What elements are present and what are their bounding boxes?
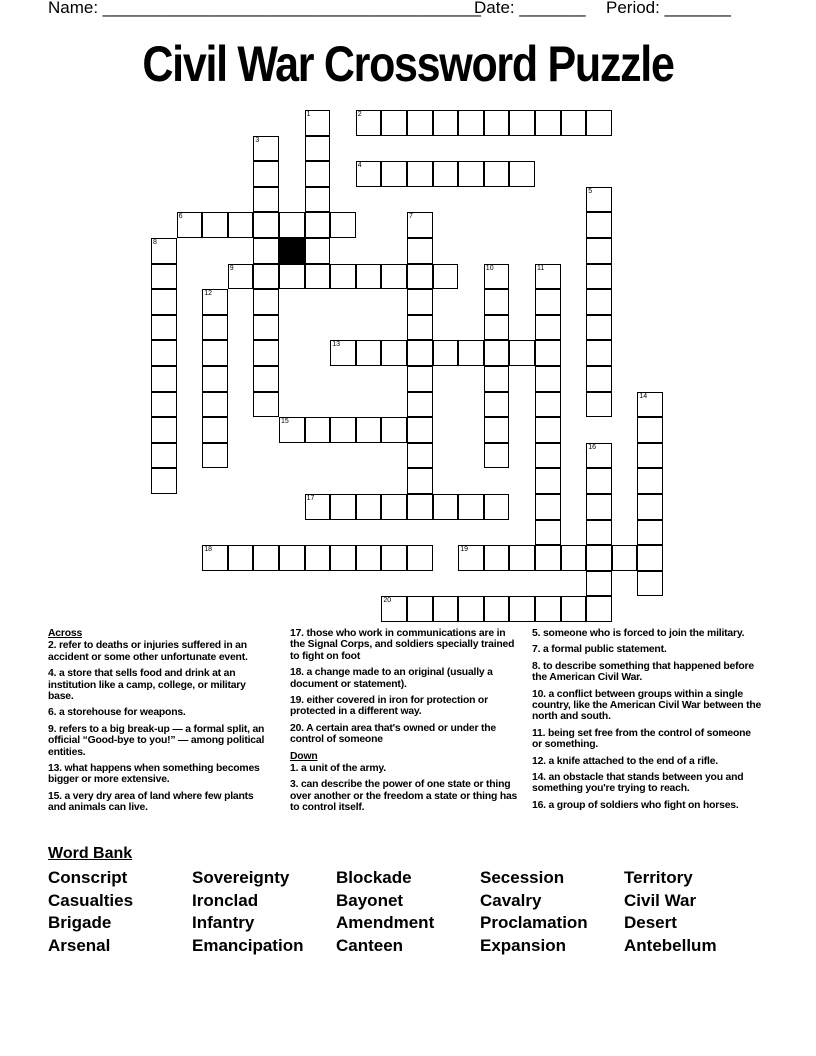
- crossword-cell[interactable]: [535, 392, 561, 418]
- crossword-cell[interactable]: [407, 315, 433, 341]
- crossword-cell[interactable]: [586, 571, 612, 597]
- clue-text: A certain area that's owned or under the control of someone: [290, 722, 496, 746]
- clue-item: [290, 695, 518, 718]
- crossword-cell[interactable]: [407, 340, 433, 366]
- crossword-cell[interactable]: [484, 494, 510, 520]
- crossword-cell[interactable]: [586, 545, 612, 571]
- crossword-cell[interactable]: [433, 110, 459, 136]
- crossword-cell[interactable]: [535, 366, 561, 392]
- crossword-cell[interactable]: [535, 468, 561, 494]
- clue-number: 9.: [48, 723, 57, 735]
- clues-column-1: [48, 628, 273, 819]
- crossword-cell[interactable]: [458, 545, 484, 571]
- clue-number: 8.: [532, 660, 541, 672]
- crossword-cell[interactable]: [407, 545, 433, 571]
- crossword-cell[interactable]: [381, 110, 407, 136]
- clue-item: [48, 791, 273, 814]
- word-bank-word: Cavalry: [480, 890, 542, 910]
- crossword-cell[interactable]: [637, 494, 663, 520]
- crossword-cell[interactable]: [407, 392, 433, 418]
- clue-number: 1: [306, 111, 311, 118]
- clue-text: to describe something that happened before the American Civil War.: [532, 660, 754, 684]
- word-bank-word: Expansion: [480, 936, 566, 956]
- crossword-cell[interactable]: [381, 340, 407, 366]
- clue-number: 4: [357, 162, 362, 170]
- crossword-cell[interactable]: [202, 545, 228, 571]
- crossword-cell[interactable]: [637, 571, 663, 597]
- crossword-cell[interactable]: [305, 417, 331, 443]
- crossword-cell[interactable]: [202, 366, 228, 392]
- clue-item: [48, 763, 273, 786]
- clue-number: 16.: [532, 799, 546, 811]
- crossword-cell[interactable]: [151, 238, 177, 264]
- crossword-cell[interactable]: [586, 187, 612, 213]
- crossword-cell[interactable]: [202, 392, 228, 418]
- clue-number: 2.: [48, 640, 57, 652]
- clue-text: being set free from the control of someone or something.: [532, 727, 751, 751]
- clue-item: [48, 668, 273, 702]
- clue-number: 9: [229, 264, 234, 272]
- crossword-cell[interactable]: [202, 289, 228, 315]
- crossword-cell[interactable]: [151, 315, 177, 341]
- crossword-cell[interactable]: [509, 596, 535, 622]
- crossword-cell[interactable]: [356, 110, 382, 136]
- crossword-cell[interactable]: [458, 340, 484, 366]
- crossword-cell[interactable]: [586, 392, 612, 418]
- crossword-cell[interactable]: [561, 545, 587, 571]
- crossword-cell[interactable]: [381, 161, 407, 187]
- word-bank-word: Infantry: [192, 913, 255, 933]
- crossword-cell[interactable]: [253, 392, 279, 418]
- crossword-cell[interactable]: [637, 468, 663, 494]
- crossword-cell[interactable]: [535, 520, 561, 546]
- crossword-cell[interactable]: [484, 315, 510, 341]
- word-bank-title: Word Bank: [48, 845, 133, 862]
- crossword-cell[interactable]: [151, 392, 177, 418]
- crossword-cell[interactable]: [637, 545, 663, 571]
- crossword-cell[interactable]: [330, 340, 356, 366]
- page-title: Civil War Crossword Puzzle: [142, 36, 674, 92]
- word-bank-column: [624, 867, 717, 958]
- crossword-cell[interactable]: [253, 212, 279, 238]
- crossword-cell[interactable]: [637, 392, 663, 418]
- crossword-cell[interactable]: [202, 417, 228, 443]
- down-heading: Down: [290, 750, 318, 762]
- crossword-cell[interactable]: [305, 212, 331, 238]
- clue-text: a conflict between groups within a single country, like the American Civil War between the north and south.: [532, 688, 762, 723]
- crossword-cell[interactable]: [279, 545, 305, 571]
- crossword-cell[interactable]: [433, 596, 459, 622]
- word-bank-word: Desert: [624, 913, 677, 933]
- crossword-cell[interactable]: [407, 468, 433, 494]
- crossword-cell[interactable]: [305, 494, 331, 520]
- clue-item: [290, 779, 518, 813]
- clue-text: refer to deaths or injuries suffered in an accident or some other unfortunate event.: [48, 640, 248, 663]
- crossword-cell[interactable]: [458, 161, 484, 187]
- clue-item: [532, 800, 762, 811]
- crossword-cell[interactable]: [509, 545, 535, 571]
- across-clue-list-1: [48, 640, 273, 813]
- crossword-cell[interactable]: [586, 520, 612, 546]
- clue-number: 15: [281, 418, 289, 426]
- clue-number: 7: [409, 213, 413, 221]
- clue-item: [532, 772, 762, 795]
- clue-text: a very dry area of land where few plants and animals can live.: [48, 790, 254, 814]
- crossword-cell[interactable]: [535, 545, 561, 571]
- crossword-cell[interactable]: [151, 468, 177, 494]
- crossword-cell[interactable]: [407, 596, 433, 622]
- clue-number: 15.: [48, 790, 62, 802]
- crossword-cell[interactable]: [535, 315, 561, 341]
- clue-number: 16: [588, 443, 596, 451]
- crossword-cell[interactable]: [279, 264, 305, 290]
- clue-text: a formal public statement.: [540, 644, 667, 656]
- clue-item: [532, 756, 762, 767]
- clue-number: 5.: [532, 628, 541, 639]
- crossword-cell[interactable]: [586, 212, 612, 238]
- word-bank-column: [192, 867, 303, 958]
- crossword-cell[interactable]: [509, 110, 535, 136]
- crossword-cell[interactable]: [228, 264, 254, 290]
- crossword-cell[interactable]: [253, 161, 279, 187]
- clue-number: 12: [204, 290, 212, 298]
- clue-item: [532, 689, 762, 723]
- crossword-cell[interactable]: [228, 212, 254, 238]
- clue-text: those who work in communications are in the Signal Corps, and soldiers specially trained to fight on foot: [290, 628, 515, 662]
- crossword-cell[interactable]: [484, 289, 510, 315]
- crossword-cell[interactable]: [253, 136, 279, 162]
- crossword-cell[interactable]: [151, 366, 177, 392]
- crossword-cell[interactable]: [586, 315, 612, 341]
- crossword-cell[interactable]: [381, 494, 407, 520]
- clue-text: refers to a big break-up — a formal split, an official “Good-bye to you!” — among political entities.: [48, 723, 265, 758]
- crossword-cell[interactable]: [535, 340, 561, 366]
- clue-text: either covered in iron for protection or protected in a different way.: [290, 695, 488, 718]
- crossword-cell[interactable]: [433, 264, 459, 290]
- clues-column-3: [532, 628, 762, 816]
- clue-number: 20: [383, 597, 392, 605]
- crossword-cell[interactable]: [586, 443, 612, 469]
- crossword-cell[interactable]: [151, 340, 177, 366]
- crossword-cell[interactable]: [484, 264, 510, 290]
- crossword-cell[interactable]: [407, 212, 433, 238]
- clue-item: [290, 667, 518, 690]
- crossword-cell[interactable]: [433, 340, 459, 366]
- clue-text: a group of soldiers who fight on horses.: [545, 799, 739, 811]
- clues-column-2: [290, 628, 518, 819]
- word-bank-column: [48, 867, 133, 958]
- word-bank-word: Territory: [624, 868, 693, 887]
- crossword-cell[interactable]: [484, 161, 510, 187]
- word-bank-word: Brigade: [48, 913, 112, 933]
- crossword-cell[interactable]: [356, 264, 382, 290]
- down-clue-list-1: [290, 763, 518, 814]
- clue-item: [290, 628, 518, 662]
- crossword-cell[interactable]: [484, 443, 510, 469]
- crossword-cell[interactable]: [356, 545, 382, 571]
- crossword-cell[interactable]: [458, 596, 484, 622]
- crossword-cell[interactable]: [407, 443, 433, 469]
- crossword-cell[interactable]: [381, 417, 407, 443]
- clue-number: 12.: [532, 755, 546, 767]
- crossword-cell[interactable]: [279, 417, 305, 443]
- crossword-cell[interactable]: [151, 264, 177, 290]
- crossword-cell[interactable]: [305, 545, 331, 571]
- crossword-cell[interactable]: [381, 596, 407, 622]
- crossword-cell[interactable]: [407, 238, 433, 264]
- word-bank-word: Sovereignty: [192, 868, 290, 887]
- crossword-cell[interactable]: [330, 545, 356, 571]
- crossword-cell[interactable]: [407, 417, 433, 443]
- crossword-cell[interactable]: [330, 264, 356, 290]
- crossword-cell[interactable]: [535, 264, 561, 290]
- word-bank-word: Amendment: [336, 913, 435, 933]
- crossword-cell[interactable]: [253, 340, 279, 366]
- across-clue-list-2: [290, 628, 518, 746]
- crossword-cell[interactable]: [202, 315, 228, 341]
- blocked-cell: [279, 238, 305, 264]
- crossword-cell[interactable]: [637, 443, 663, 469]
- clue-number: 10.: [532, 688, 546, 700]
- word-bank-word: Bayonet: [336, 890, 404, 910]
- crossword-cell[interactable]: [509, 340, 535, 366]
- crossword-cell[interactable]: [561, 596, 587, 622]
- crossword-cell[interactable]: [484, 417, 510, 443]
- word-bank-word: Arsenal: [48, 936, 111, 956]
- crossword-cell[interactable]: [433, 494, 459, 520]
- clue-number: 19.: [290, 695, 304, 707]
- name-field[interactable]: Name: ________________________________________: [48, 0, 481, 17]
- crossword-cell[interactable]: [305, 161, 331, 187]
- crossword-cell[interactable]: [253, 187, 279, 213]
- crossword-cell[interactable]: [253, 238, 279, 264]
- clue-number: 14: [639, 392, 648, 400]
- crossword-cell[interactable]: [330, 417, 356, 443]
- across-heading: Across: [48, 628, 83, 639]
- word-bank-word: Emancipation: [192, 936, 304, 956]
- clue-number: 19: [460, 546, 468, 554]
- clue-item: [290, 763, 518, 774]
- clue-item: [48, 724, 273, 758]
- clue-number: 6: [178, 213, 183, 221]
- date-field[interactable]: Date: _______: [474, 0, 586, 17]
- crossword-cell[interactable]: [305, 264, 331, 290]
- clue-number: 18: [204, 546, 212, 554]
- crossword-cell[interactable]: [253, 315, 279, 341]
- crossword-cell[interactable]: [535, 417, 561, 443]
- crossword-cell[interactable]: [484, 110, 510, 136]
- word-bank-word: Proclamation: [480, 913, 588, 933]
- crossword-cell[interactable]: [356, 161, 382, 187]
- crossword-cell[interactable]: [356, 340, 382, 366]
- crossword-cell[interactable]: [586, 366, 612, 392]
- clue-text: someone who is forced to join the military.: [540, 628, 745, 639]
- clue-number: 7.: [532, 644, 541, 656]
- crossword-cell[interactable]: [407, 289, 433, 315]
- crossword-cell[interactable]: [253, 366, 279, 392]
- crossword-cell[interactable]: [151, 443, 177, 469]
- crossword-cell[interactable]: [305, 187, 331, 213]
- clue-number: 2: [357, 111, 362, 118]
- clue-text: a unit of the army.: [298, 763, 386, 775]
- word-bank-word: Ironclad: [192, 890, 259, 910]
- crossword-cell[interactable]: [151, 417, 177, 443]
- clue-text: a storehouse for weapons.: [56, 707, 186, 719]
- crossword-cell[interactable]: [637, 520, 663, 546]
- clue-number: 13.: [48, 763, 62, 775]
- clue-number: 6.: [48, 707, 57, 719]
- word-bank-word: Conscript: [48, 868, 128, 887]
- clue-text: what happens when something becomes bigger or more extensive.: [48, 763, 260, 786]
- crossword-cell[interactable]: [253, 289, 279, 315]
- crossword-cell[interactable]: [356, 494, 382, 520]
- crossword-cell[interactable]: [484, 596, 510, 622]
- word-bank-word: Antebellum: [624, 936, 717, 956]
- crossword-cell[interactable]: [381, 545, 407, 571]
- crossword-cell[interactable]: [535, 494, 561, 520]
- crossword-cell[interactable]: [305, 136, 331, 162]
- crossword-cell[interactable]: [484, 340, 510, 366]
- crossword-cell[interactable]: [484, 392, 510, 418]
- crossword-cell[interactable]: [586, 340, 612, 366]
- clue-number: 18.: [290, 667, 304, 679]
- clue-text: an obstacle that stands between you and something you're trying to reach.: [532, 772, 744, 795]
- clue-text: a change made to an original (usually a document or statement).: [290, 667, 493, 690]
- crossword-cell[interactable]: [586, 596, 612, 622]
- word-bank-column: [480, 867, 588, 958]
- clue-number: 1.: [290, 763, 299, 775]
- crossword-cell[interactable]: [586, 110, 612, 136]
- crossword-cell[interactable]: [586, 468, 612, 494]
- crossword-cell[interactable]: [561, 110, 587, 136]
- word-bank-word: Civil War: [624, 890, 697, 910]
- crossword-cell[interactable]: [407, 494, 433, 520]
- clue-item: [48, 707, 273, 718]
- clue-number: 3: [255, 136, 260, 144]
- crossword-cell[interactable]: [535, 596, 561, 622]
- clue-number: 14.: [532, 772, 546, 784]
- crossword-cell[interactable]: [484, 366, 510, 392]
- crossword-cell[interactable]: [407, 161, 433, 187]
- crossword-cell[interactable]: [305, 110, 331, 136]
- crossword-cell[interactable]: [586, 289, 612, 315]
- crossword-cell[interactable]: [330, 212, 356, 238]
- clue-number: 20.: [290, 722, 304, 734]
- crossword-cell[interactable]: [407, 110, 433, 136]
- crossword-cell[interactable]: [305, 238, 331, 264]
- clue-item: [532, 644, 762, 655]
- clue-number: 4.: [48, 668, 57, 680]
- crossword-cell[interactable]: [535, 110, 561, 136]
- crossword-cell[interactable]: [253, 264, 279, 290]
- word-bank-word: Canteen: [336, 936, 404, 956]
- clue-number: 17: [306, 495, 315, 502]
- clue-number: 10: [485, 264, 494, 272]
- clue-number: 3.: [290, 779, 299, 791]
- crossword-cell[interactable]: [509, 161, 535, 187]
- crossword-cell[interactable]: [535, 289, 561, 315]
- crossword-cell[interactable]: [202, 340, 228, 366]
- word-bank-word: Casualties: [48, 890, 134, 910]
- crossword-cell[interactable]: [484, 545, 510, 571]
- crossword-cell[interactable]: [330, 494, 356, 520]
- crossword-cell[interactable]: [586, 494, 612, 520]
- clue-number: 11.: [532, 727, 546, 739]
- word-bank-word: Blockade: [336, 868, 412, 887]
- clue-text: can describe the power of one state or thing over another or the freedom a state or thing has to control itself.: [290, 779, 518, 814]
- clue-text: a store that sells food and drink at an institution like a camp, college, or military base.: [48, 668, 246, 703]
- clue-item: [48, 640, 273, 663]
- crossword-cell[interactable]: [202, 212, 228, 238]
- clue-item: [532, 628, 762, 639]
- crossword-cell[interactable]: [381, 264, 407, 290]
- crossword-cell[interactable]: [407, 366, 433, 392]
- crossword-cell[interactable]: [151, 289, 177, 315]
- period-field[interactable]: Period: _______: [606, 0, 731, 17]
- crossword-cell[interactable]: [637, 417, 663, 443]
- crossword-cell[interactable]: [612, 545, 638, 571]
- word-bank-column: [336, 867, 434, 958]
- clue-number: 8: [153, 239, 157, 246]
- clue-number: 5: [588, 187, 593, 195]
- crossword-cell[interactable]: [177, 212, 203, 238]
- clue-item: [532, 728, 762, 751]
- crossword-cell[interactable]: [253, 545, 279, 571]
- crossword-cell[interactable]: [586, 264, 612, 290]
- word-bank-word: Secession: [480, 868, 565, 887]
- crossword-cell[interactable]: [202, 443, 228, 469]
- crossword-cell[interactable]: [433, 161, 459, 187]
- crossword-cell[interactable]: [279, 212, 305, 238]
- clue-number: 11: [537, 264, 545, 272]
- crossword-cell[interactable]: [458, 110, 484, 136]
- clue-item: [290, 723, 518, 746]
- crossword-cell[interactable]: [228, 545, 254, 571]
- clue-number: 17.: [290, 628, 304, 639]
- crossword-cell[interactable]: [586, 238, 612, 264]
- clue-item: [532, 661, 762, 684]
- crossword-cell[interactable]: [407, 264, 433, 290]
- crossword-cell[interactable]: [458, 494, 484, 520]
- down-clue-list-2: [532, 628, 762, 811]
- clue-text: a knife attached to the end of a rifle.: [545, 755, 718, 767]
- crossword-cell[interactable]: [356, 417, 382, 443]
- crossword-cell[interactable]: [535, 443, 561, 469]
- clue-number: 13: [332, 341, 340, 349]
